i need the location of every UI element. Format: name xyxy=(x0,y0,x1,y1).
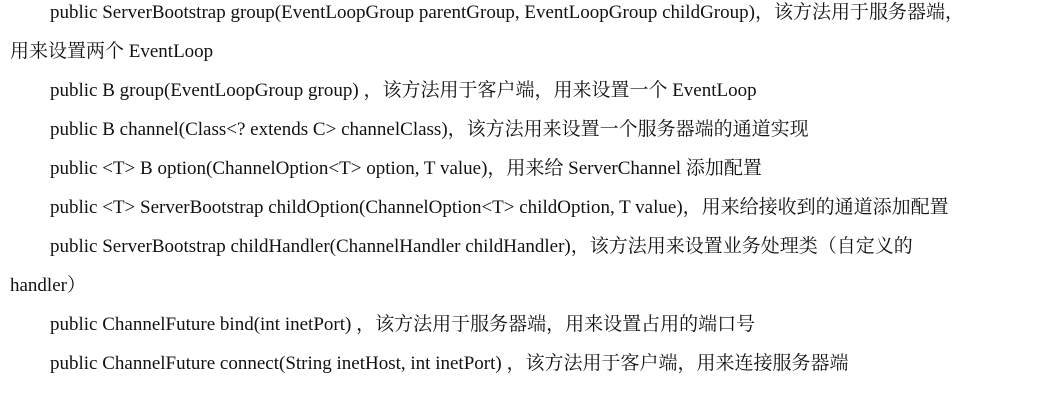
text-line: handler） xyxy=(10,275,86,296)
text-line: public ServerBootstrap group(EventLoopGroup parentGroup, EventLoopGroup childGroup)，该方法用于服务器端， xyxy=(50,2,964,23)
paragraph-server-group xyxy=(0,0,1060,71)
paragraph-channel xyxy=(0,110,1060,149)
text-line: public ChannelFuture connect(String inetHost, int inetPort) ，该方法用于客户端，用来连接服务器端 xyxy=(50,353,849,374)
paragraph-bind xyxy=(0,305,1060,344)
text-line: 用来设置两个 EventLoop xyxy=(10,41,214,62)
paragraph-client-group xyxy=(0,71,1060,110)
text-line: public <T> ServerBootstrap childOption(ChannelOption<T> childOption, T value)，用来给接收到的通道添加配置 xyxy=(50,197,949,218)
paragraph-connect xyxy=(0,344,1060,383)
text-line: public ServerBootstrap childHandler(ChannelHandler childHandler)，该方法用来设置业务处理类（自定义的 xyxy=(50,236,913,257)
text-line: public B group(EventLoopGroup group) ，该方法用于客户端，用来设置一个 EventLoop xyxy=(50,80,757,101)
text-line: public B channel(Class<? extends C> channelClass)，该方法用来设置一个服务器端的通道实现 xyxy=(50,119,809,140)
paragraph-child-handler xyxy=(0,227,1060,305)
paragraph-child-option xyxy=(0,188,1060,227)
text-line: public ChannelFuture bind(int inetPort) ，该方法用于服务器端，用来设置占用的端口号 xyxy=(50,314,756,335)
text-line: public <T> B option(ChannelOption<T> option, T value)，用来给 ServerChannel 添加配置 xyxy=(50,158,762,179)
paragraph-option xyxy=(0,149,1060,188)
